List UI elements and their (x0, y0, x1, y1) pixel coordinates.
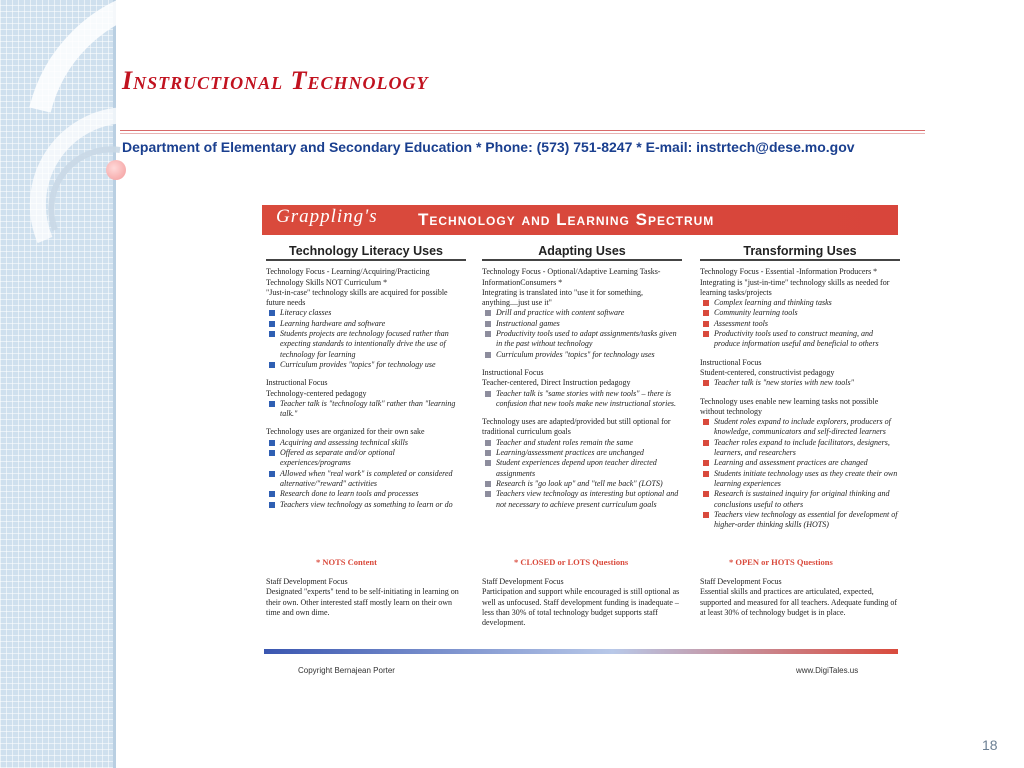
list-item: Students projects are technology focused rather than expecting standards to intentionally drive the use of technology for learning (266, 329, 466, 360)
list-item: Student roles expand to include explorers, producers of knowledge, communicators and self-directed learners (700, 417, 900, 438)
tech-focus: Technology Focus - Optional/Adaptive Learning Tasks-InformationConsumers * (482, 267, 661, 287)
tech-focus-desc: "Just-in-case" technology skills are acquired for possible future needs (266, 287, 448, 308)
staff-title: Staff Development Focus (700, 577, 782, 586)
column-technology-literacy (266, 246, 466, 510)
staff-text: Essential skills and practices are articulated, expected, supported and measured for all teachers. Adequate funding of at least 30% of technology budget is in place. (700, 587, 898, 617)
staff-text: Participation and support while encouraged is still optional as well as unfocused. Staff development funding is inadequate – less than 30% of total technology budget supports staff development. (482, 587, 680, 628)
list-item: Students initiate technology uses as they create their own learning experiences (700, 469, 900, 490)
tech-focus: Technology Focus - Learning/Acquiring/Practicing Technology Skills NOT Curriculum * (266, 267, 430, 287)
instr-focus-title: Instructional Focus (266, 378, 328, 388)
list-item: Research is sustained inquiry for original thinking and conclusions useful to others (700, 489, 900, 510)
list-item: Allowed when "real work" is completed or considered alternative/"reward" activities (266, 469, 466, 490)
org-desc: Technology uses enable new learning tasks not possible without technology (700, 396, 879, 416)
footer-gradient-bar (264, 649, 898, 654)
list-item: Curriculum provides "topics" for technology uses (482, 350, 682, 360)
list-item: Teacher roles expand to include facilitators, designers, learners, and researchers (700, 438, 900, 459)
org-list (482, 438, 682, 510)
copyright-text: Copyright Bernajean Porter (298, 666, 395, 675)
instr-focus-title: Instructional Focus (482, 367, 544, 377)
tech-focus-list (700, 298, 900, 349)
column-transforming (700, 246, 900, 530)
slide-title: Instructional Technology (122, 66, 429, 95)
note-nots: * NOTS Content (316, 557, 377, 567)
staff-text: Designated "experts" tend to be self-initiating in learning on their own. Other interested staff mostly learn on their own time and own dime. (266, 587, 459, 617)
instr-focus-desc: Technology-centered pedagogy (266, 388, 367, 398)
list-item: Learning and assessment practices are changed (700, 458, 900, 468)
list-item: Complex learning and thinking tasks (700, 298, 900, 308)
instr-focus-title: Instructional Focus (700, 357, 762, 367)
list-item: Productivity tools used to adapt assignments/tasks given in the past without technology (482, 329, 682, 350)
instr-focus-list (482, 389, 682, 410)
list-item: Teacher talk is "new stories with new tools" (700, 378, 900, 388)
website-text: www.DigiTales.us (796, 666, 859, 675)
title-rule (120, 130, 925, 131)
org-desc: Technology uses are adapted/provided but still optional for traditional curriculum goals (482, 417, 671, 437)
tech-focus-list (482, 308, 682, 359)
decorative-arcs (0, 0, 300, 330)
org-desc: Technology uses are organized for their own sake (266, 427, 425, 437)
spectrum-chart-image (262, 205, 902, 680)
list-item: Drill and practice with content software (482, 308, 682, 318)
list-item: Instructional games (482, 319, 682, 329)
note-lots: * CLOSED or LOTS Questions (514, 557, 629, 567)
spectrum-banner (262, 205, 898, 235)
list-item: Research is "go look up" and "tell me back" (LOTS) (482, 479, 682, 489)
staff-development-adapting (482, 577, 682, 628)
title-rule-secondary (120, 133, 925, 134)
list-item: Teachers view technology as interesting but optional and not necessary to achieve present curriculum goals (482, 489, 682, 510)
list-item: Research done to learn tools and processes (266, 489, 466, 499)
staff-title: Staff Development Focus (266, 577, 348, 586)
instr-focus-desc: Student-centered, constructivist pedagogy (700, 367, 835, 377)
org-list (266, 438, 466, 510)
tech-focus-desc: Integrating is "just-in-time" technology skills as needed for learning tasks/projects (700, 277, 890, 297)
instr-focus-list (266, 399, 466, 420)
org-list (700, 417, 900, 530)
staff-title: Staff Development Focus (482, 577, 564, 586)
tech-focus-list (266, 308, 466, 370)
note-hots: * OPEN or HOTS Questions (729, 557, 833, 567)
column-heading: Transforming Uses (700, 246, 900, 261)
list-item: Literacy classes (266, 308, 466, 318)
instr-focus-list (700, 378, 900, 388)
list-item: Offered as separate and/or optional experiences/programs (266, 448, 466, 469)
page-number: 18 (982, 737, 998, 753)
list-item: Curriculum provides "topics" for technology use (266, 360, 466, 370)
list-item: Teacher talk is "technology talk" rather than "learning talk." (266, 399, 466, 420)
list-item: Student experiences depend upon teacher directed assignments (482, 458, 682, 479)
staff-development-transforming (700, 577, 900, 618)
column-heading: Adapting Uses (482, 246, 682, 261)
list-item: Teacher talk is "same stories with new tools" – there is confusion that new tools make new instructional stories. (482, 389, 682, 410)
decorative-dot (106, 160, 126, 180)
list-item: Learning hardware and software (266, 319, 466, 329)
column-adapting (482, 246, 682, 510)
banner-title: Technology and Learning Spectrum (418, 210, 715, 229)
list-item: Learning/assessment practices are unchanged (482, 448, 682, 458)
contact-line: Department of Elementary and Secondary Education * Phone: (573) 751-8247 * E-mail: instrtech@dese.mo.gov (122, 139, 855, 155)
list-item: Acquiring and assessing technical skills (266, 438, 466, 448)
tech-focus-desc: Integrating is translated into "use it for something, anything....just use it" (482, 287, 644, 308)
banner-script: Grappling's (276, 206, 378, 227)
column-heading: Technology Literacy Uses (266, 246, 466, 261)
tech-focus: Technology Focus - Essential -Information Producers * (700, 267, 878, 277)
list-item: Assessment tools (700, 319, 900, 329)
staff-development-literacy (266, 577, 466, 618)
list-item: Teachers view technology as essential for development of higher-order thinking skills (HOTS) (700, 510, 900, 531)
instr-focus-desc: Teacher-centered, Direct Instruction pedagogy (482, 378, 631, 388)
list-item: Productivity tools used to construct meaning, and produce information useful and beneficial to others (700, 329, 900, 350)
list-item: Teacher and student roles remain the same (482, 438, 682, 448)
list-item: Teachers view technology as something to learn or do (266, 500, 466, 510)
list-item: Community learning tools (700, 308, 900, 318)
